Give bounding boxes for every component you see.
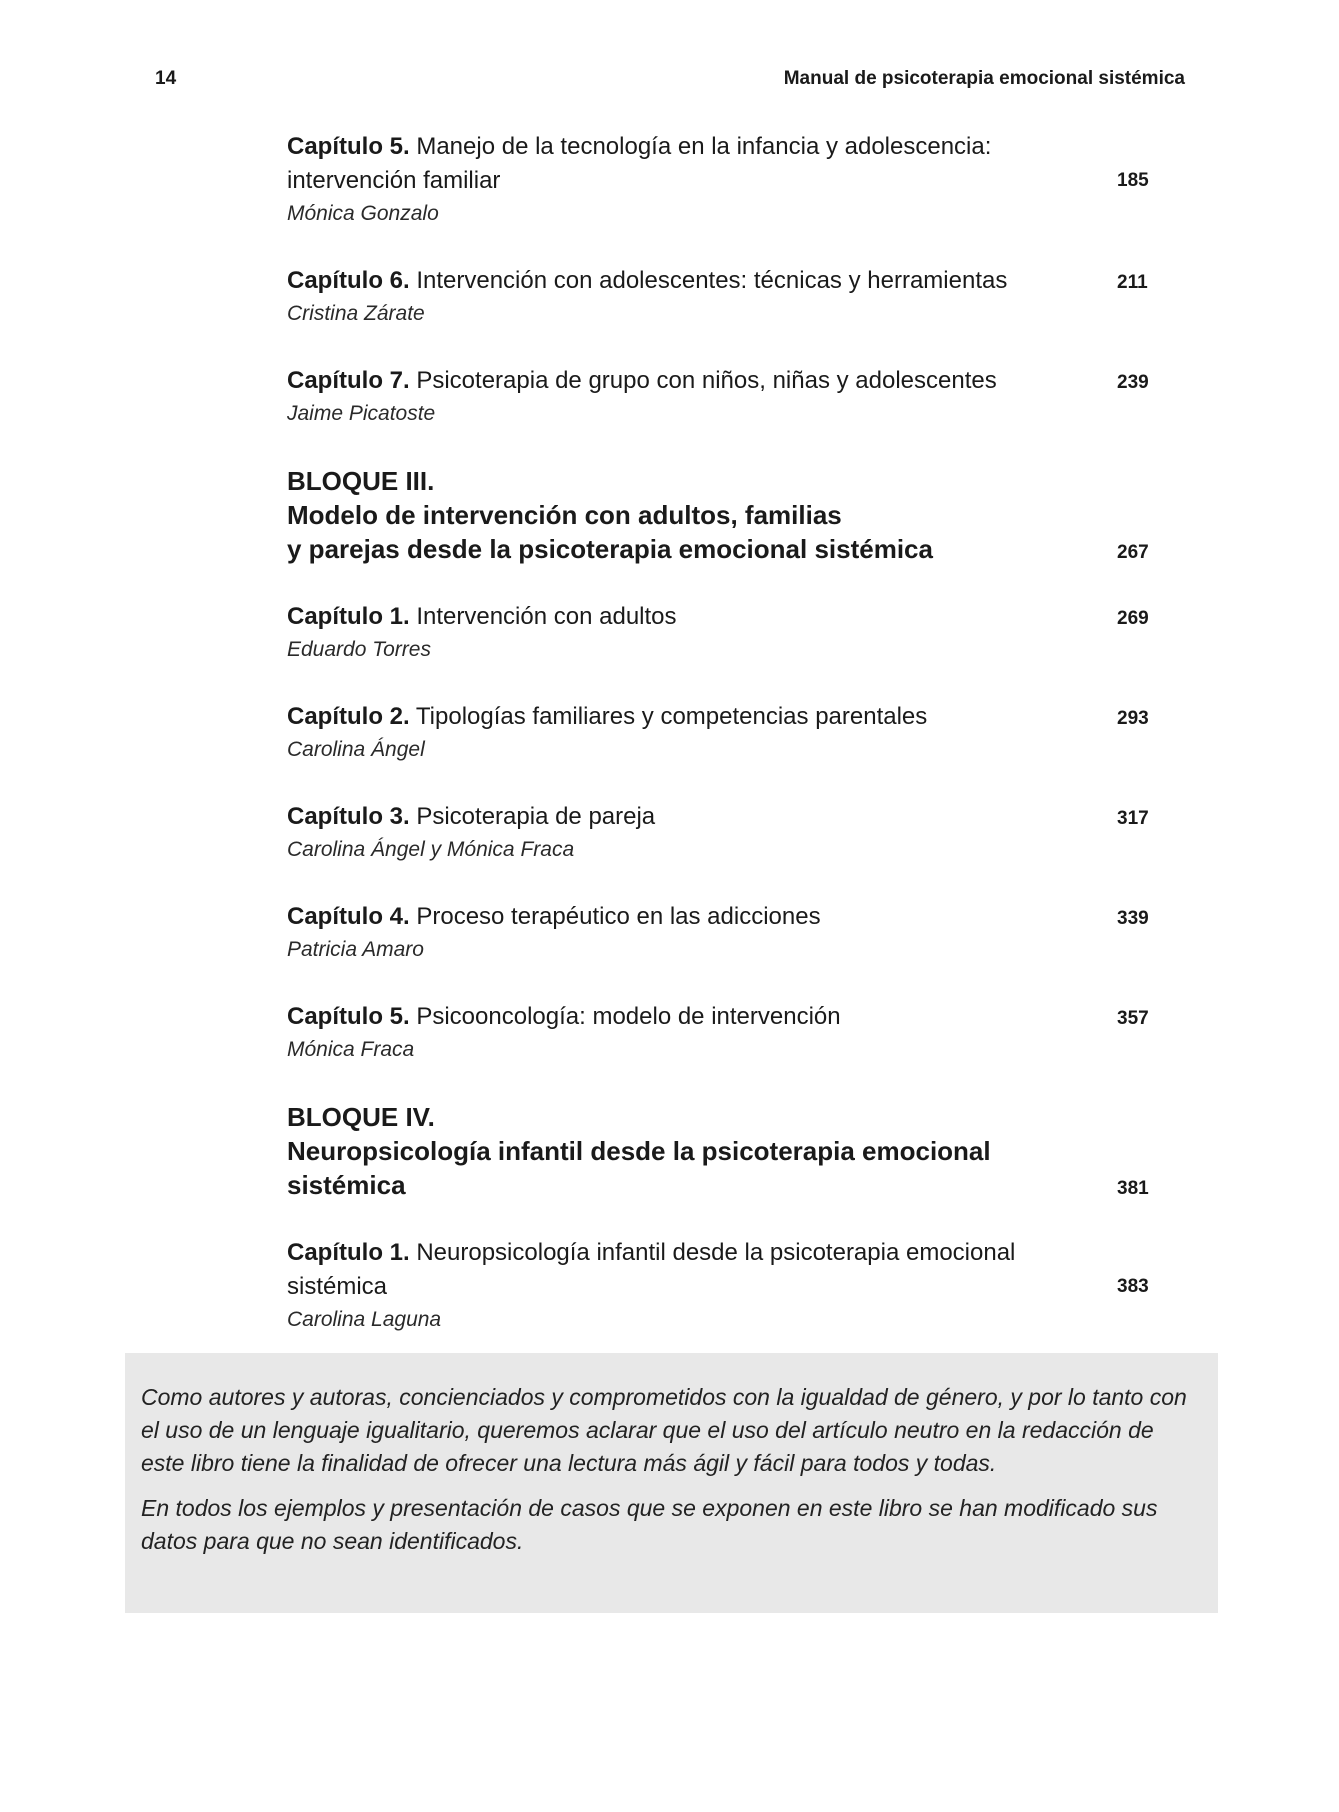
chapter-label: Capítulo 4. xyxy=(287,903,410,930)
block-title-line: Modelo de intervención con adultos, familias xyxy=(287,500,842,530)
toc-entry xyxy=(287,900,1177,966)
page-number: 14 xyxy=(155,68,177,89)
entry-author: Mónica Fraca xyxy=(287,1038,415,1061)
entry-author: Jaime Picatoste xyxy=(287,402,436,425)
chapter-title: Proceso terapéutico en las adicciones xyxy=(409,903,821,930)
gender-language-note xyxy=(125,1353,1218,1613)
entry-page-number: 339 xyxy=(1117,908,1149,929)
entry-title xyxy=(287,130,1077,198)
entry-page-number: 317 xyxy=(1117,808,1149,829)
chapter-label: Capítulo 2. xyxy=(287,703,410,730)
block-title-line: Neuropsicología infantil desde la psicoterapia emocional xyxy=(287,1136,991,1166)
toc-entry xyxy=(287,800,1177,866)
entry-title xyxy=(287,1000,1077,1034)
toc-entry xyxy=(287,130,1177,230)
entry-author: Eduardo Torres xyxy=(287,638,431,661)
entry-page-number: 357 xyxy=(1117,1008,1149,1029)
toc-entry xyxy=(287,1236,1177,1336)
block-page-number: 381 xyxy=(1117,1178,1149,1199)
entry-title xyxy=(287,900,1077,934)
entry-author: Patricia Amaro xyxy=(287,938,424,961)
chapter-title: Psicoterapia de grupo con niños, niñas y adolescentes xyxy=(409,367,997,394)
chapter-title: Psicooncología: modelo de intervención xyxy=(409,1003,841,1030)
chapter-title: Intervención con adultos xyxy=(409,603,677,630)
chapter-title: Neuropsicología infantil desde la psicoterapia emocional sistémica xyxy=(287,1239,1016,1300)
entry-page-number: 211 xyxy=(1117,272,1148,293)
chapter-label: Capítulo 7. xyxy=(287,367,410,394)
entry-page-number: 383 xyxy=(1117,1276,1149,1297)
entry-title xyxy=(287,700,1077,734)
block-title-line: y parejas desde la psicoterapia emocional sistémica xyxy=(287,534,933,564)
entry-author: Cristina Zárate xyxy=(287,302,425,325)
entry-author: Mónica Gonzalo xyxy=(287,202,439,225)
toc-block-heading xyxy=(287,464,1177,566)
entry-title xyxy=(287,264,1077,298)
entry-author: Carolina Laguna xyxy=(287,1308,442,1331)
chapter-title: Psicoterapia de pareja xyxy=(409,803,656,830)
chapter-label: Capítulo 5. xyxy=(287,133,410,160)
chapter-title: Intervención con adolescentes: técnicas y herramientas xyxy=(409,267,1008,294)
block-title-line: sistémica xyxy=(287,1170,406,1200)
entry-page-number: 185 xyxy=(1117,170,1149,191)
entry-page-number: 269 xyxy=(1117,608,1149,629)
chapter-title: Tipologías familiares y competencias parentales xyxy=(409,703,928,730)
entry-title xyxy=(287,1236,1077,1304)
note-paragraph: En todos los ejemplos y presentación de casos que se exponen en este libro se han modificado sus datos para que no sean identificados. xyxy=(141,1495,1158,1554)
entry-title xyxy=(287,600,1077,634)
toc-entry xyxy=(287,700,1177,766)
block-label: BLOQUE III. xyxy=(287,466,435,496)
chapter-title: Manejo de la tecnología en la infancia y adolescencia: intervención familiar xyxy=(287,133,992,194)
entry-title xyxy=(287,364,1077,398)
entry-author: Carolina Ángel xyxy=(287,738,425,761)
note-paragraph: Como autores y autoras, concienciados y comprometidos con la igualdad de género, y por lo tanto con el uso de un lenguaje igualitario, queremos aclarar que el uso del artículo neutro en la redacción de este libro tiene la finalidad de ofrecer una lectura más ágil y fácil para todos y todas. xyxy=(141,1384,1187,1476)
toc-entry xyxy=(287,600,1177,666)
entry-author: Carolina Ángel y Mónica Fraca xyxy=(287,838,575,861)
book-title: Manual de psicoterapia emocional sistémica xyxy=(783,68,1185,89)
chapter-label: Capítulo 3. xyxy=(287,803,410,830)
toc-block-heading xyxy=(287,1100,1177,1202)
entry-page-number: 239 xyxy=(1117,372,1149,393)
toc-entry xyxy=(287,264,1177,330)
chapter-label: Capítulo 1. xyxy=(287,603,410,630)
entry-title xyxy=(287,800,1077,834)
chapter-label: Capítulo 6. xyxy=(287,267,410,294)
block-page-number: 267 xyxy=(1117,542,1149,563)
running-head xyxy=(155,68,1185,92)
toc-entry xyxy=(287,364,1177,430)
table-of-contents xyxy=(287,130,1177,1336)
entry-page-number: 293 xyxy=(1117,708,1149,729)
block-label: BLOQUE IV. xyxy=(287,1102,435,1132)
toc-entry xyxy=(287,1000,1177,1066)
chapter-label: Capítulo 5. xyxy=(287,1003,410,1030)
chapter-label: Capítulo 1. xyxy=(287,1239,410,1266)
